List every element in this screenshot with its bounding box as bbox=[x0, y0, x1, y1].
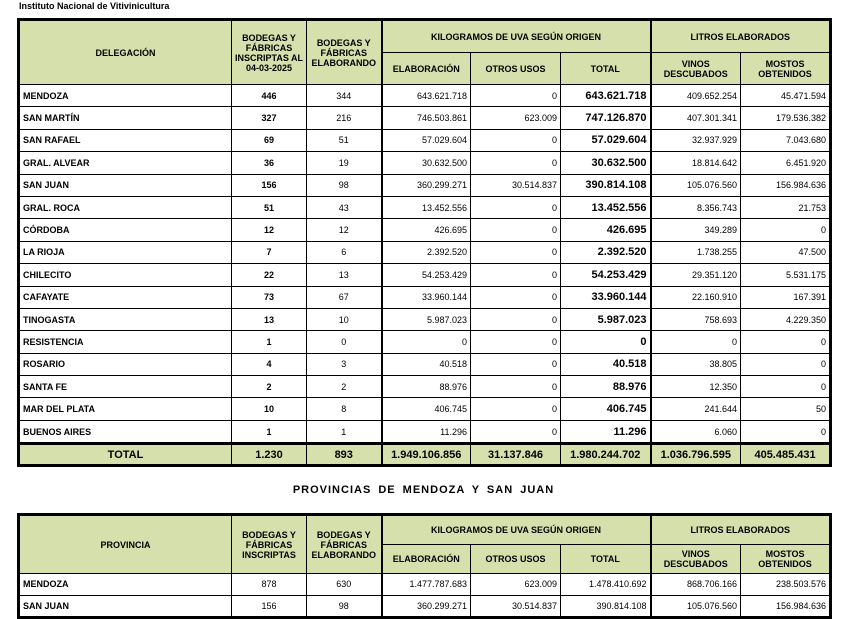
cell-elaborando: 67 bbox=[307, 286, 382, 308]
header-kilogramos-group-2: KILOGRAMOS DE UVA SEGÚN ORIGEN bbox=[382, 515, 651, 545]
cell-elaborando: 216 bbox=[307, 107, 382, 129]
cell-elaborando: 13 bbox=[307, 264, 382, 286]
cell-name: RESISTENCIA bbox=[19, 331, 232, 353]
cell-elaboracion: 40.518 bbox=[382, 353, 471, 375]
cell-inscriptas: 36 bbox=[232, 152, 307, 174]
cell-total: 13.452.556 bbox=[561, 196, 651, 218]
cell-mostos: 50 bbox=[741, 398, 831, 420]
cell-vinos: 409.652.254 bbox=[651, 85, 741, 107]
cell-otros: 0 bbox=[471, 398, 561, 420]
cell-otros: 0 bbox=[471, 152, 561, 174]
cell-inscriptas: 12 bbox=[232, 219, 307, 241]
cell-elaboracion: 426.695 bbox=[382, 219, 471, 241]
table-row bbox=[19, 152, 831, 174]
cell-elaboracion: 360.299.271 bbox=[382, 174, 471, 196]
cell-elaborando: 3 bbox=[307, 353, 382, 375]
cell-otros: 0 bbox=[471, 219, 561, 241]
cell-elaborando: 8 bbox=[307, 398, 382, 420]
total-label: TOTAL bbox=[19, 444, 232, 466]
header-provincia: PROVINCIA bbox=[19, 515, 232, 574]
cell-elaboracion: 11.296 bbox=[382, 420, 471, 443]
table-row bbox=[19, 174, 831, 196]
cell-inscriptas: 73 bbox=[232, 286, 307, 308]
cell-elaborando: 344 bbox=[307, 85, 382, 107]
table-row bbox=[19, 420, 831, 443]
cell-total: 406.745 bbox=[561, 398, 651, 420]
cell-elaborando: 51 bbox=[307, 129, 382, 151]
cell-total: 426.695 bbox=[561, 219, 651, 241]
cell-mostos: 0 bbox=[741, 376, 831, 398]
cell-mostos: 21.753 bbox=[741, 196, 831, 218]
table-row bbox=[19, 574, 831, 596]
header-mostos: MOSTOS OBTENIDOS bbox=[741, 53, 831, 85]
cell-vinos: 407.301.341 bbox=[651, 107, 741, 129]
org-title: Instituto Nacional de Vitivinicultura bbox=[19, 1, 170, 11]
provinces-table-body bbox=[19, 574, 831, 618]
header-otros-usos-2: OTROS USOS bbox=[471, 545, 561, 574]
cell-inscriptas: 446 bbox=[232, 85, 307, 107]
cell-total: 747.126.870 bbox=[561, 107, 651, 129]
cell-elaboracion: 88.976 bbox=[382, 376, 471, 398]
cell-mostos: 156.984.636 bbox=[741, 595, 831, 618]
cell-name: SAN MARTÍN bbox=[19, 107, 232, 129]
table-row bbox=[19, 241, 831, 263]
table-row bbox=[19, 331, 831, 353]
cell-total: 88.976 bbox=[561, 376, 651, 398]
header-inscriptas-2: BODEGAS Y FÁBRICAS INSCRIPTAS bbox=[232, 515, 307, 574]
total-inscriptas: 1.230 bbox=[232, 444, 307, 466]
cell-inscriptas: 1 bbox=[232, 331, 307, 353]
cell-elaborando: 98 bbox=[307, 595, 382, 618]
cell-otros: 0 bbox=[471, 376, 561, 398]
total-mostos: 405.485.431 bbox=[741, 444, 831, 466]
header-total-2: TOTAL bbox=[561, 545, 651, 574]
cell-total: 0 bbox=[561, 331, 651, 353]
cell-elaboracion: 406.745 bbox=[382, 398, 471, 420]
header-inscriptas: BODEGAS Y FÁBRICAS INSCRIPTAS AL 04-03-2025 bbox=[232, 20, 307, 85]
cell-name: SAN RAFAEL bbox=[19, 129, 232, 151]
cell-elaboracion: 2.392.520 bbox=[382, 241, 471, 263]
cell-mostos: 0 bbox=[741, 420, 831, 443]
cell-otros: 0 bbox=[471, 196, 561, 218]
cell-total: 390.814.108 bbox=[561, 174, 651, 196]
cell-vinos: 0 bbox=[651, 331, 741, 353]
cell-vinos: 18.814.642 bbox=[651, 152, 741, 174]
cell-otros: 30.514.837 bbox=[471, 174, 561, 196]
cell-elaboracion: 57.029.604 bbox=[382, 129, 471, 151]
cell-mostos: 179.536.382 bbox=[741, 107, 831, 129]
cell-total: 57.029.604 bbox=[561, 129, 651, 151]
header-total: TOTAL bbox=[561, 53, 651, 85]
cell-name: CÓRDOBA bbox=[19, 219, 232, 241]
delegations-table-body bbox=[19, 85, 831, 444]
table-row bbox=[19, 308, 831, 330]
cell-mostos: 238.503.576 bbox=[741, 574, 831, 596]
cell-mostos: 4.229.350 bbox=[741, 308, 831, 330]
header-elaborando-2: BODEGAS Y FÁBRICAS ELABORANDO bbox=[307, 515, 382, 574]
cell-total: 390.814.108 bbox=[561, 595, 651, 618]
cell-elaboracion: 1.477.787.683 bbox=[382, 574, 471, 596]
cell-total: 54.253.429 bbox=[561, 264, 651, 286]
cell-name: SAN JUAN bbox=[19, 174, 232, 196]
total-vinos: 1.036.796.595 bbox=[651, 444, 741, 466]
cell-vinos: 868.706.166 bbox=[651, 574, 741, 596]
cell-inscriptas: 156 bbox=[232, 595, 307, 618]
cell-inscriptas: 7 bbox=[232, 241, 307, 263]
cell-otros: 623.009 bbox=[471, 107, 561, 129]
cell-name: BUENOS AIRES bbox=[19, 420, 232, 443]
cell-name: TINOGASTA bbox=[19, 308, 232, 330]
header-vinos-2: VINOS DESCUBADOS bbox=[651, 545, 741, 574]
cell-vinos: 8.356.743 bbox=[651, 196, 741, 218]
cell-mostos: 0 bbox=[741, 353, 831, 375]
cell-otros: 0 bbox=[471, 420, 561, 443]
cell-otros: 623.009 bbox=[471, 574, 561, 596]
header-elaboracion: ELABORACIÓN bbox=[382, 53, 471, 85]
cell-total: 643.621.718 bbox=[561, 85, 651, 107]
cell-mostos: 47.500 bbox=[741, 241, 831, 263]
cell-elaboracion: 643.621.718 bbox=[382, 85, 471, 107]
table-row bbox=[19, 353, 831, 375]
cell-elaboracion: 33.960.144 bbox=[382, 286, 471, 308]
table-row bbox=[19, 107, 831, 129]
cell-otros: 0 bbox=[471, 286, 561, 308]
header-vinos: VINOS DESCUBADOS bbox=[651, 53, 741, 85]
total-total: 1.980.244.702 bbox=[561, 444, 651, 466]
cell-mostos: 6.451.920 bbox=[741, 152, 831, 174]
cell-otros: 0 bbox=[471, 85, 561, 107]
cell-name: CAFAYATE bbox=[19, 286, 232, 308]
table-row bbox=[19, 219, 831, 241]
header-mostos-2: MOSTOS OBTENIDOS bbox=[741, 545, 831, 574]
cell-elaborando: 6 bbox=[307, 241, 382, 263]
cell-otros: 0 bbox=[471, 353, 561, 375]
cell-elaborando: 43 bbox=[307, 196, 382, 218]
cell-otros: 0 bbox=[471, 129, 561, 151]
cell-inscriptas: 2 bbox=[232, 376, 307, 398]
cell-vinos: 241.644 bbox=[651, 398, 741, 420]
cell-elaboracion: 54.253.429 bbox=[382, 264, 471, 286]
cell-inscriptas: 327 bbox=[232, 107, 307, 129]
cell-otros: 30.514.837 bbox=[471, 595, 561, 618]
header-otros-usos: OTROS USOS bbox=[471, 53, 561, 85]
cell-elaborando: 19 bbox=[307, 152, 382, 174]
cell-elaborando: 2 bbox=[307, 376, 382, 398]
cell-total: 40.518 bbox=[561, 353, 651, 375]
header-elaborando: BODEGAS Y FÁBRICAS ELABORANDO bbox=[307, 20, 382, 85]
header-litros-group-2: LITROS ELABORADOS bbox=[651, 515, 831, 545]
header-elaboracion-2: ELABORACIÓN bbox=[382, 545, 471, 574]
table-row bbox=[19, 595, 831, 618]
header-delegacion: DELEGACIÓN bbox=[19, 20, 232, 85]
cell-vinos: 32.937.929 bbox=[651, 129, 741, 151]
cell-mostos: 7.043.680 bbox=[741, 129, 831, 151]
cell-total: 2.392.520 bbox=[561, 241, 651, 263]
delegations-table bbox=[17, 18, 832, 467]
table-row bbox=[19, 85, 831, 107]
cell-otros: 0 bbox=[471, 264, 561, 286]
table-row bbox=[19, 398, 831, 420]
cell-name: CHILECITO bbox=[19, 264, 232, 286]
cell-vinos: 6.060 bbox=[651, 420, 741, 443]
cell-name: GRAL. ROCA bbox=[19, 196, 232, 218]
cell-vinos: 1.738.255 bbox=[651, 241, 741, 263]
cell-name: MAR DEL PLATA bbox=[19, 398, 232, 420]
cell-mostos: 45.471.594 bbox=[741, 85, 831, 107]
cell-inscriptas: 69 bbox=[232, 129, 307, 151]
total-otros: 31.137.846 bbox=[471, 444, 561, 466]
cell-elaboracion: 13.452.556 bbox=[382, 196, 471, 218]
total-elaborando: 893 bbox=[307, 444, 382, 466]
cell-total: 5.987.023 bbox=[561, 308, 651, 330]
total-row bbox=[19, 444, 831, 466]
cell-elaborando: 10 bbox=[307, 308, 382, 330]
cell-elaborando: 1 bbox=[307, 420, 382, 443]
table-row bbox=[19, 286, 831, 308]
cell-name: ROSARIO bbox=[19, 353, 232, 375]
table-row bbox=[19, 264, 831, 286]
cell-name: GRAL. ALVEAR bbox=[19, 152, 232, 174]
cell-elaboracion: 5.987.023 bbox=[382, 308, 471, 330]
total-elaboracion: 1.949.106.856 bbox=[382, 444, 471, 466]
table-row bbox=[19, 129, 831, 151]
table-row bbox=[19, 196, 831, 218]
cell-mostos: 5.531.175 bbox=[741, 264, 831, 286]
cell-vinos: 22.160.910 bbox=[651, 286, 741, 308]
cell-vinos: 758.693 bbox=[651, 308, 741, 330]
cell-mostos: 156.984.636 bbox=[741, 174, 831, 196]
provinces-subtitle: PROVINCIAS DE MENDOZA Y SAN JUAN bbox=[292, 484, 555, 496]
cell-inscriptas: 878 bbox=[232, 574, 307, 596]
cell-otros: 0 bbox=[471, 241, 561, 263]
cell-elaborando: 0 bbox=[307, 331, 382, 353]
cell-vinos: 12.350 bbox=[651, 376, 741, 398]
table-row bbox=[19, 376, 831, 398]
cell-vinos: 38.805 bbox=[651, 353, 741, 375]
cell-total: 30.632.500 bbox=[561, 152, 651, 174]
cell-inscriptas: 4 bbox=[232, 353, 307, 375]
header-litros-group: LITROS ELABORADOS bbox=[651, 20, 831, 53]
cell-elaborando: 12 bbox=[307, 219, 382, 241]
cell-elaborando: 630 bbox=[307, 574, 382, 596]
cell-vinos: 29.351.120 bbox=[651, 264, 741, 286]
cell-inscriptas: 51 bbox=[232, 196, 307, 218]
cell-inscriptas: 10 bbox=[232, 398, 307, 420]
cell-name: LA RIOJA bbox=[19, 241, 232, 263]
cell-elaboracion: 360.299.271 bbox=[382, 595, 471, 618]
cell-vinos: 105.076.560 bbox=[651, 174, 741, 196]
cell-name: SANTA FE bbox=[19, 376, 232, 398]
cell-name: SAN JUAN bbox=[19, 595, 232, 618]
cell-name: MENDOZA bbox=[19, 85, 232, 107]
cell-vinos: 349.289 bbox=[651, 219, 741, 241]
cell-inscriptas: 1 bbox=[232, 420, 307, 443]
cell-mostos: 167.391 bbox=[741, 286, 831, 308]
cell-elaboracion: 746.503.861 bbox=[382, 107, 471, 129]
cell-total: 33.960.144 bbox=[561, 286, 651, 308]
cell-total: 1.478.410.692 bbox=[561, 574, 651, 596]
cell-inscriptas: 22 bbox=[232, 264, 307, 286]
cell-name: MENDOZA bbox=[19, 574, 232, 596]
cell-mostos: 0 bbox=[741, 219, 831, 241]
cell-mostos: 0 bbox=[741, 331, 831, 353]
cell-elaborando: 98 bbox=[307, 174, 382, 196]
header-kilogramos-group: KILOGRAMOS DE UVA SEGÚN ORIGEN bbox=[382, 20, 651, 53]
cell-total: 11.296 bbox=[561, 420, 651, 443]
cell-elaboracion: 30.632.500 bbox=[382, 152, 471, 174]
cell-otros: 0 bbox=[471, 331, 561, 353]
cell-vinos: 105.076.560 bbox=[651, 595, 741, 618]
cell-elaboracion: 0 bbox=[382, 331, 471, 353]
provinces-table bbox=[17, 513, 832, 619]
cell-inscriptas: 156 bbox=[232, 174, 307, 196]
cell-otros: 0 bbox=[471, 308, 561, 330]
cell-inscriptas: 13 bbox=[232, 308, 307, 330]
